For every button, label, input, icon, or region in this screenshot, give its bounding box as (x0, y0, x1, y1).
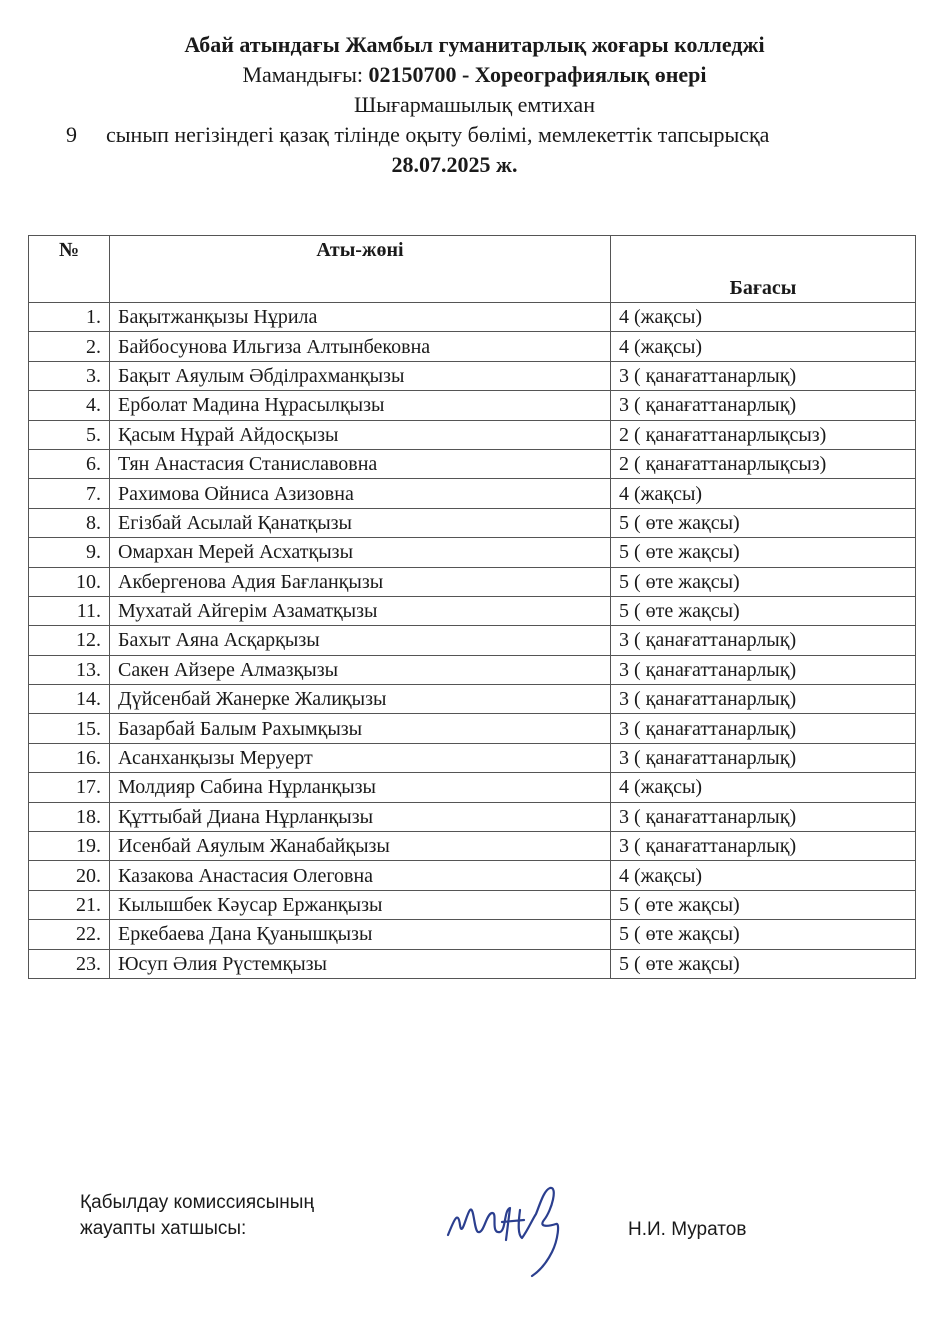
table-row (29, 743, 916, 772)
row-grade: 5 ( өте жақсы) (611, 508, 916, 537)
table-row (29, 861, 916, 890)
row-grade: 5 ( өте жақсы) (611, 890, 916, 919)
row-number: 3. (29, 361, 110, 390)
row-number: 8. (29, 508, 110, 537)
row-grade: 4 (жақсы) (611, 332, 916, 361)
row-number: 21. (29, 890, 110, 919)
row-number: 4. (29, 391, 110, 420)
row-name: Ерболат Мадина Нұрасылқызы (110, 391, 611, 420)
class-text: сынып негізіндегі қазақ тілінде оқыту бөлімі, мемлекеттік тапсырысқа (106, 122, 770, 147)
row-name: Омархан Мерей Асхатқызы (110, 538, 611, 567)
secretary-label-line1: Қабылдау комиссиясының (80, 1192, 314, 1213)
table-row (29, 714, 916, 743)
college-title: Абай атындағы Жамбыл гуманитарлық жоғары колледжі (184, 32, 765, 57)
specialty-line (0, 60, 949, 90)
row-grade: 3 ( қанағаттанарлық) (611, 743, 916, 772)
row-name: Байбосунова Ильгиза Алтынбековна (110, 332, 611, 361)
exam-title: Шығармашылық емтихан (354, 92, 595, 117)
row-grade: 4 (жақсы) (611, 861, 916, 890)
row-name: Асанханқызы Меруерт (110, 743, 611, 772)
row-grade: 5 ( өте жақсы) (611, 567, 916, 596)
row-name: Кылышбек Кәусар Ержанқызы (110, 890, 611, 919)
row-name: Рахимова Ойниса Азизовна (110, 479, 611, 508)
document-header (0, 30, 949, 180)
row-name: Казакова Анастасия Олеговна (110, 861, 611, 890)
row-name: Акбергенова Адия Бағланқызы (110, 567, 611, 596)
row-name: Бақыт Аяулым Әбділрахманқызы (110, 361, 611, 390)
table-row (29, 626, 916, 655)
table-row (29, 449, 916, 478)
row-number: 2. (29, 332, 110, 361)
row-grade: 3 ( қанағаттанарлық) (611, 714, 916, 743)
row-name: Құттыбай Диана Нұрланқызы (110, 802, 611, 831)
row-name: Еркебаева Дана Қуанышқызы (110, 920, 611, 949)
row-grade: 3 ( қанағаттанарлық) (611, 655, 916, 684)
table-row (29, 920, 916, 949)
row-number: 23. (29, 949, 110, 978)
secretary-name: Н.И. Муратов (628, 1219, 747, 1240)
row-name: Молдияр Сабина Нұрланқызы (110, 773, 611, 802)
table-row (29, 773, 916, 802)
row-grade: 3 ( қанағаттанарлық) (611, 685, 916, 714)
row-name: Исенбай Аяулым Жанабайқызы (110, 832, 611, 861)
row-grade: 2 ( қанағаттанарлықсыз) (611, 449, 916, 478)
row-number: 12. (29, 626, 110, 655)
row-number: 22. (29, 920, 110, 949)
column-header-number: № (29, 236, 110, 303)
secretary-label (80, 1190, 314, 1242)
row-number: 5. (29, 420, 110, 449)
secretary-label-line2: жауапты хатшысы: (80, 1218, 247, 1239)
row-name: Сакен Айзере Алмазқызы (110, 655, 611, 684)
table-row (29, 391, 916, 420)
table-row (29, 420, 916, 449)
row-name: Дүйсенбай Жанерке Жалиқызы (110, 685, 611, 714)
row-number: 1. (29, 303, 110, 332)
table-row (29, 508, 916, 537)
table-row (29, 596, 916, 625)
row-name: Бақытжанқызы Нұрила (110, 303, 611, 332)
class-line (0, 120, 949, 150)
table-row (29, 890, 916, 919)
row-name: Тян Анастасия Станиславовна (110, 449, 611, 478)
table-row (29, 479, 916, 508)
column-header-name: Аты-жөні (110, 236, 611, 303)
row-name: Бахыт Аяна Асқарқызы (110, 626, 611, 655)
row-grade: 3 ( қанағаттанарлық) (611, 832, 916, 861)
row-grade: 5 ( өте жақсы) (611, 949, 916, 978)
table-row (29, 303, 916, 332)
row-number: 20. (29, 861, 110, 890)
table-row (29, 685, 916, 714)
table-row (29, 567, 916, 596)
row-number: 9. (29, 538, 110, 567)
row-number: 16. (29, 743, 110, 772)
row-name: Юсуп Әлия Рүстемқызы (110, 949, 611, 978)
row-number: 14. (29, 685, 110, 714)
row-number: 6. (29, 449, 110, 478)
row-name: Егізбай Асылай Қанатқызы (110, 508, 611, 537)
row-number: 17. (29, 773, 110, 802)
row-grade: 3 ( қанағаттанарлық) (611, 626, 916, 655)
class-number: 9 (66, 122, 77, 147)
row-grade: 3 ( қанағаттанарлық) (611, 361, 916, 390)
table-row (29, 832, 916, 861)
row-grade: 5 ( өте жақсы) (611, 596, 916, 625)
row-number: 15. (29, 714, 110, 743)
exam-date: 28.07.2025 ж. (391, 152, 518, 177)
row-grade: 4 (жақсы) (611, 303, 916, 332)
row-number: 18. (29, 802, 110, 831)
grades-table (28, 235, 916, 979)
row-grade: 4 (жақсы) (611, 479, 916, 508)
table-row (29, 949, 916, 978)
row-grade: 5 ( өте жақсы) (611, 538, 916, 567)
row-grade: 3 ( қанағаттанарлық) (611, 391, 916, 420)
table-row (29, 655, 916, 684)
row-name: Базарбай Балым Рахымқызы (110, 714, 611, 743)
row-grade: 2 ( қанағаттанарлықсыз) (611, 420, 916, 449)
column-header-grade: Бағасы (611, 236, 916, 303)
row-number: 10. (29, 567, 110, 596)
row-number: 11. (29, 596, 110, 625)
table-row (29, 361, 916, 390)
row-name: Мухатай Айгерім Азаматқызы (110, 596, 611, 625)
table-row (29, 332, 916, 361)
table-row (29, 538, 916, 567)
table-header-row (29, 236, 916, 303)
row-grade: 5 ( өте жақсы) (611, 920, 916, 949)
row-number: 13. (29, 655, 110, 684)
row-number: 7. (29, 479, 110, 508)
specialty-value: 02150700 - Хореографиялық өнері (368, 62, 707, 87)
table-body (29, 303, 916, 979)
specialty-label: Мамандығы: (242, 62, 369, 87)
row-number: 19. (29, 832, 110, 861)
row-grade: 3 ( қанағаттанарлық) (611, 802, 916, 831)
row-name: Қасым Нұрай Айдосқызы (110, 420, 611, 449)
signature-image (440, 1180, 580, 1280)
row-grade: 4 (жақсы) (611, 773, 916, 802)
table-row (29, 802, 916, 831)
